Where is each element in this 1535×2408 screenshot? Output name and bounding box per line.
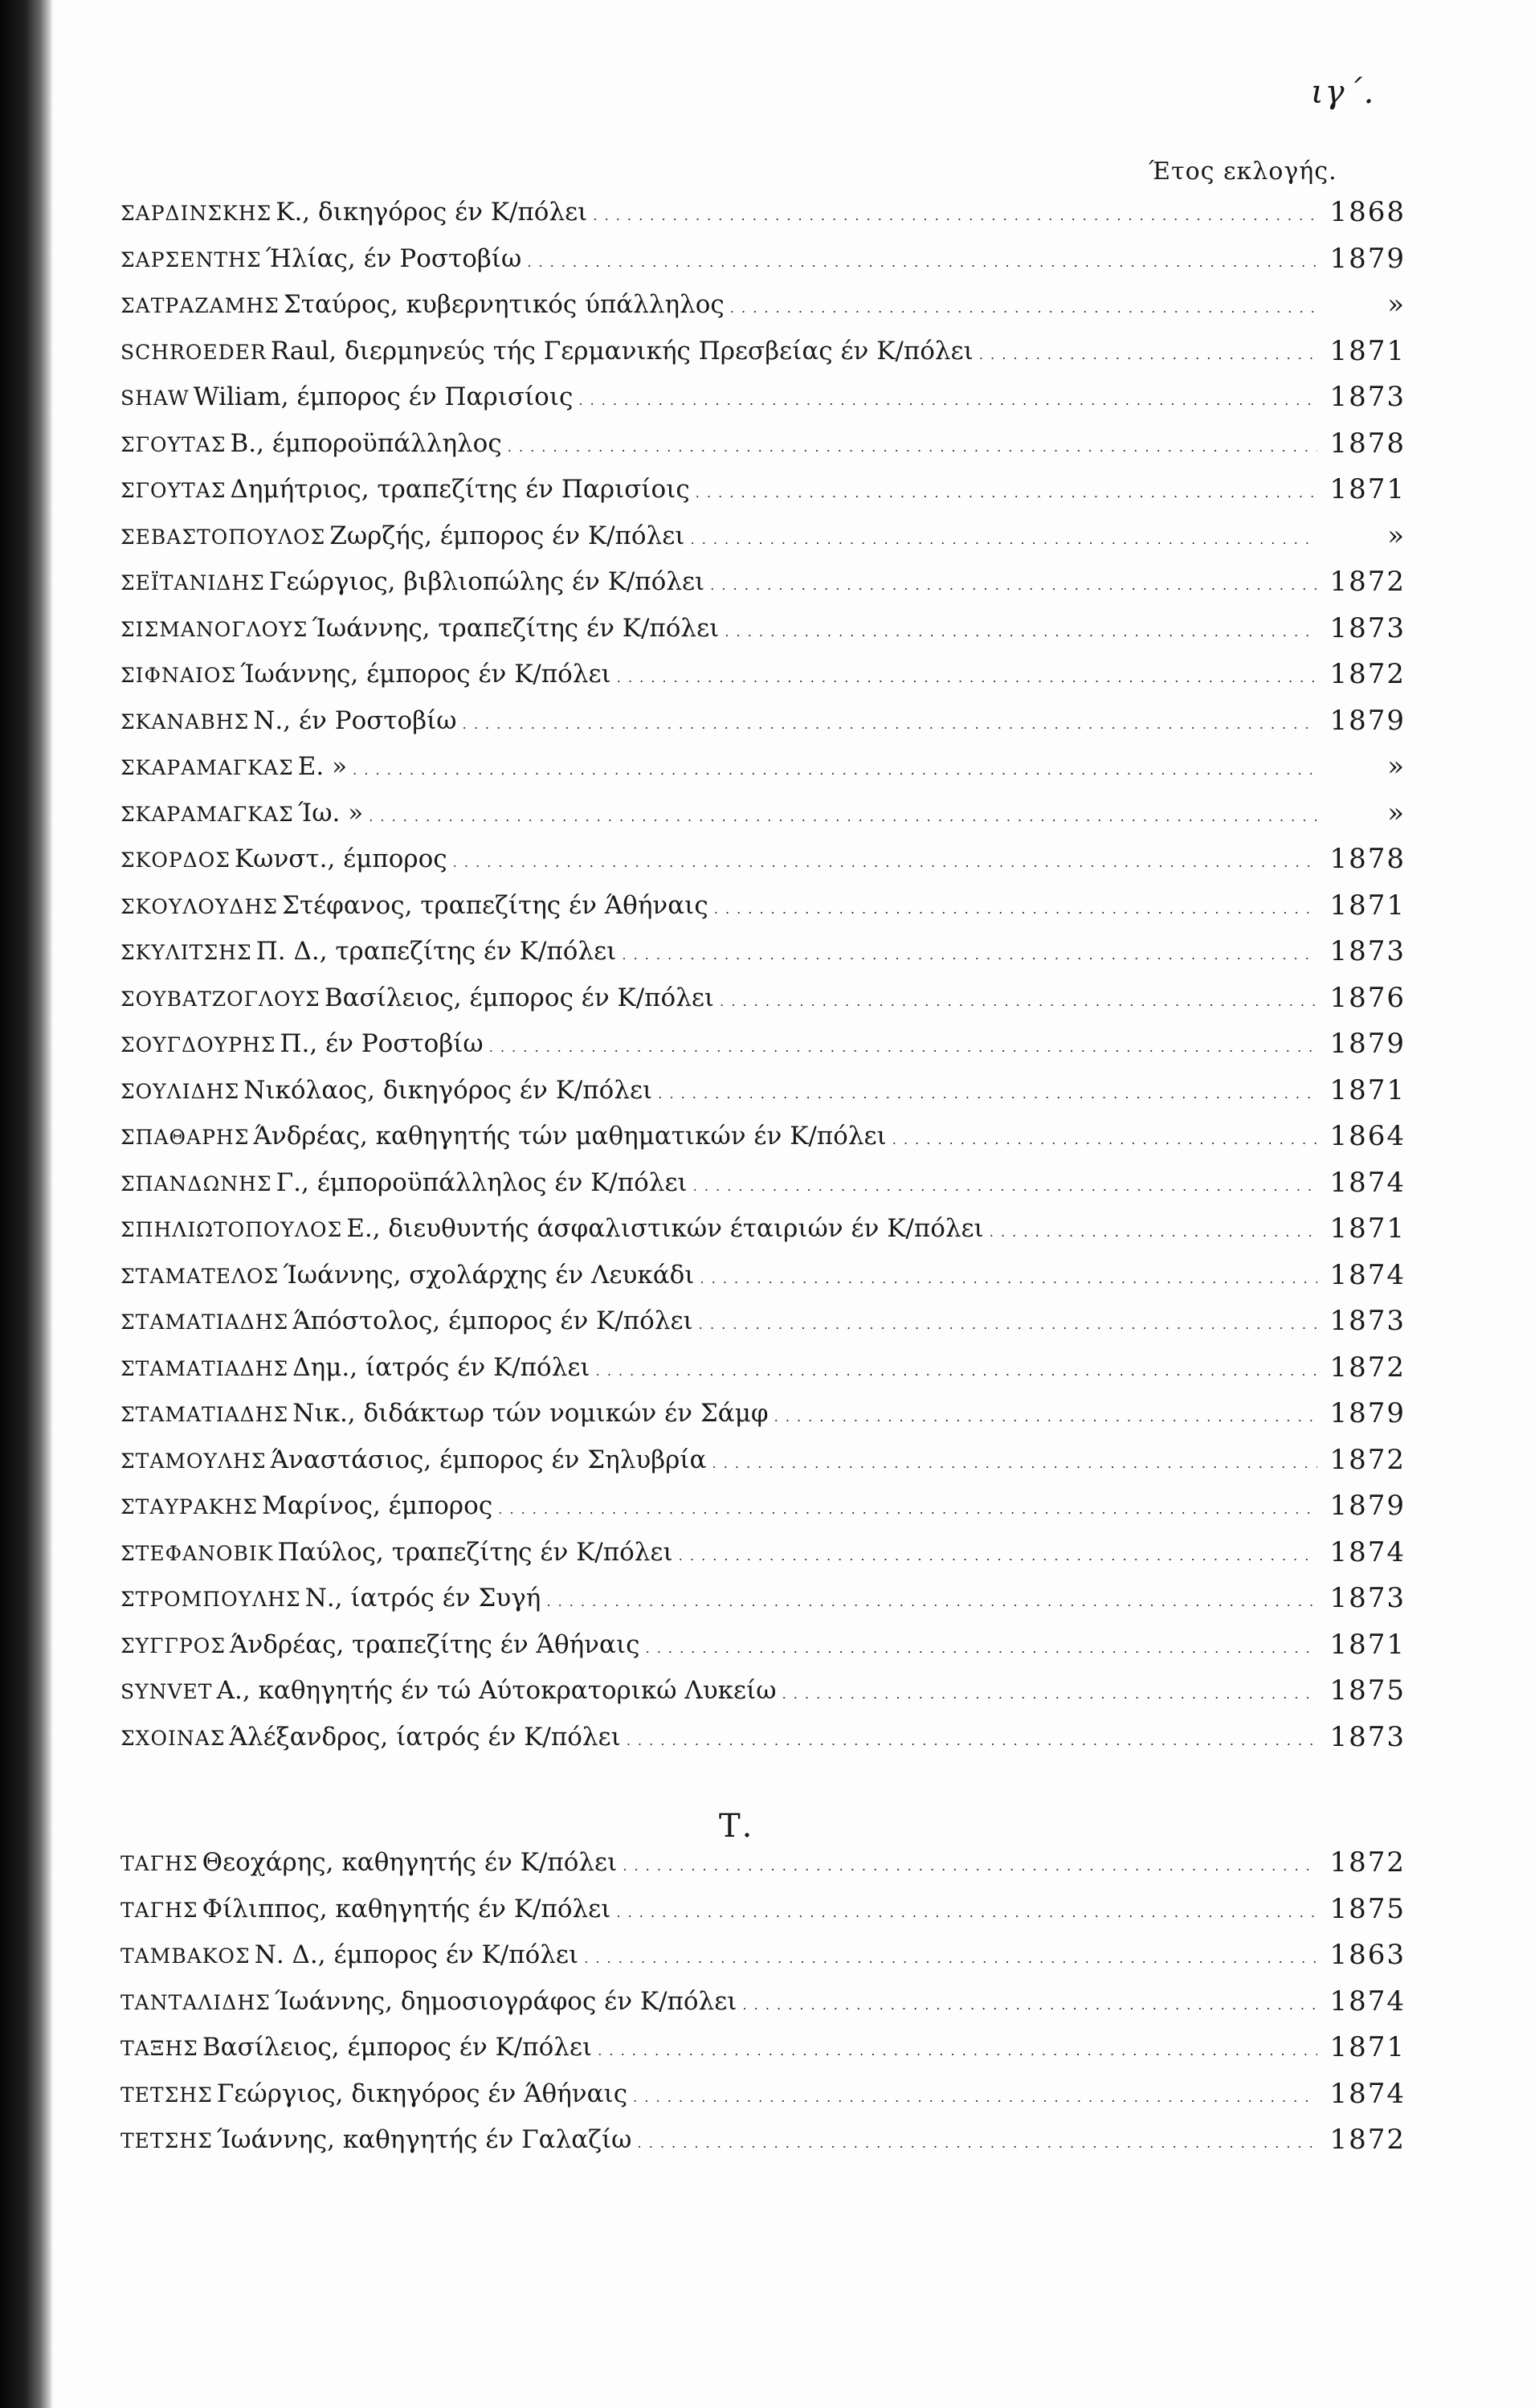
list-item	[120, 1887, 1406, 1933]
entry-year: 1871	[1329, 1628, 1406, 1661]
list-item	[120, 467, 1406, 513]
list-item	[120, 190, 1406, 236]
entry-text	[120, 421, 1317, 468]
entry-surname: ΣΚΑΡΑΜΑΓΚΑΣ	[120, 802, 294, 826]
entry-description: Ίωάννης, τραπεζίτης έν Κ/πόλει	[312, 613, 720, 643]
entry-year: 1871	[1329, 1073, 1406, 1106]
entry-year: 1872	[1329, 1846, 1406, 1879]
entry-text	[120, 1840, 1317, 1887]
entry-description: Wiliam, έμπορος έν Παρισίοις	[193, 382, 574, 411]
entry-description: Β., έμποροϋπάλληλος	[230, 428, 502, 458]
entry-description: Ίωάννης, σχολάρχης έν Λευκάδι	[283, 1260, 695, 1290]
section-heading-tau: Τ.	[719, 1808, 754, 1845]
entry-text	[120, 606, 1317, 652]
entry-text	[120, 329, 1317, 375]
list-item	[120, 1715, 1406, 1761]
entry-list-sigma	[120, 190, 1406, 1760]
entry-description: Βασίλειος, έμπορος έν Κ/πόλει	[202, 2033, 593, 2062]
entry-year: 1873	[1329, 381, 1406, 413]
entry-description: Κ., δικηγόρος έν Κ/πόλει	[276, 198, 588, 227]
entry-year: 1876	[1329, 981, 1406, 1014]
entry-description: Νικ., διδάκτωρ τών νομικών έν Σάμφ	[292, 1399, 769, 1428]
entry-year: 1874	[1329, 1258, 1406, 1291]
entry-text	[120, 2071, 1317, 2118]
entry-surname: ΤΑΓΗΣ	[120, 1898, 198, 1922]
entry-text	[120, 1437, 1317, 1484]
list-item	[120, 329, 1406, 375]
entry-surname: ΣΧΟΙΝΑΣ	[120, 1726, 226, 1750]
entry-text	[120, 652, 1317, 698]
entry-surname: ΣΤΑΜΑΤΙΑΔΗΣ	[120, 1310, 289, 1334]
entry-surname: ΤΕΤΣΗΣ	[120, 2129, 213, 2152]
entry-year: »	[1387, 796, 1406, 829]
entry-surname: ΣΤΑΥΡΑΚΗΣ	[120, 1495, 258, 1519]
entry-text	[120, 1715, 1317, 1761]
entry-year: 1874	[1329, 1535, 1406, 1568]
entry-description: Γεώργιος, δικηγόρος έν Άθήναις	[216, 2079, 628, 2108]
entry-surname: ΣΤΑΜΑΤΙΑΔΗΣ	[120, 1403, 289, 1426]
entry-surname: ΣΙΦΝΑΙΟΣ	[120, 664, 237, 687]
entry-year: 1874	[1329, 1166, 1406, 1199]
entry-year: 1873	[1329, 611, 1406, 644]
entry-year: 1863	[1329, 1939, 1406, 1971]
list-item	[120, 1979, 1406, 2026]
entry-text	[120, 2025, 1317, 2071]
list-item	[120, 1298, 1406, 1345]
entry-description: Π., έν Ροστοβίω	[280, 1029, 484, 1058]
list-item	[120, 1932, 1406, 1979]
list-item	[120, 2071, 1406, 2118]
entry-year: 1872	[1329, 658, 1406, 690]
entry-surname: ΣΥΓΓΡΟΣ	[120, 1633, 226, 1658]
entry-year: 1873	[1329, 1720, 1406, 1753]
entry-surname: ΣΟΥΒΑΤΖΟΓΛΟΥΣ	[120, 987, 320, 1011]
entry-year: 1873	[1329, 1305, 1406, 1337]
entry-text	[120, 374, 1317, 421]
entry-description: Άπόστολος, έμπορος έν Κ/πόλει	[292, 1306, 693, 1335]
entry-surname: ΤΕΤΣΗΣ	[120, 2083, 213, 2107]
entry-text	[120, 1021, 1317, 1068]
entry-text	[120, 190, 1317, 236]
entry-surname: ΤΑΜΒΑΚΟΣ	[120, 1944, 251, 1968]
list-item	[120, 1114, 1406, 1160]
list-item	[120, 698, 1406, 745]
entry-year: 1878	[1329, 427, 1406, 460]
entry-text	[120, 1530, 1317, 1576]
list-item	[120, 606, 1406, 652]
list-item	[120, 1668, 1406, 1715]
entry-surname: ΣΤΡΟΜΠΟΥΛΗΣ	[120, 1588, 301, 1611]
entry-surname: ΣΟΥΓΔΟΥΡΗΣ	[120, 1033, 276, 1057]
entry-description: Ίω. »	[297, 798, 364, 828]
list-item	[120, 836, 1406, 883]
entry-surname: ΣΕΒΑΣΤΟΠΟΥΛΟΣ	[120, 525, 326, 549]
entry-surname: ΣΚΑΡΑΜΑΓΚΑΣ	[120, 756, 294, 779]
entry-description: Κωνστ., έμπορος	[235, 844, 447, 873]
entry-description: Ν., έν Ροστοβίω	[253, 705, 457, 735]
list-item	[120, 1021, 1406, 1068]
entry-year: »	[1387, 288, 1406, 321]
entry-year: 1879	[1329, 1397, 1406, 1429]
entry-year: 1878	[1329, 843, 1406, 875]
entry-surname: ΣΑΤΡΑΖΑΜΗΣ	[120, 294, 280, 317]
entry-surname: SYNVET	[120, 1680, 213, 1703]
entry-surname: ΣΓΟΥΤΑΣ	[120, 479, 227, 502]
entry-text	[120, 282, 1317, 329]
entry-text	[120, 1668, 1317, 1715]
entry-text	[120, 1932, 1317, 1979]
entry-surname: ΣΟΥΛΙΔΗΣ	[120, 1079, 240, 1103]
entry-description: Α., καθηγητής έν τώ Αύτοκρατορικώ Λυκείω	[216, 1676, 777, 1705]
entry-description: Γ., έμποροϋπάλληλος έν Κ/πόλει	[276, 1167, 688, 1197]
entry-year: 1864	[1329, 1120, 1406, 1152]
entry-year: 1872	[1329, 1443, 1406, 1476]
list-item	[120, 1622, 1406, 1669]
entry-description: Μαρίνος, έμπορος	[262, 1491, 493, 1520]
entry-year: 1872	[1329, 566, 1406, 598]
entry-surname: ΣΠΗΛΙΩΤΟΠΟΥΛΟΣ	[120, 1218, 343, 1241]
list-item	[120, 744, 1406, 791]
entry-text	[120, 1887, 1317, 1933]
entry-surname: ΤΑΓΗΣ	[120, 1852, 198, 1875]
entry-text	[120, 929, 1317, 975]
entry-surname: ΣΤΑΜΑΤΕΛΟΣ	[120, 1264, 280, 1288]
list-item	[120, 1160, 1406, 1207]
list-item	[120, 1483, 1406, 1530]
entry-text	[120, 1391, 1317, 1437]
entry-year: 1868	[1329, 196, 1406, 228]
entry-text	[120, 1483, 1317, 1530]
entry-surname: ΣΚΑΝΑΒΗΣ	[120, 709, 250, 734]
entry-text	[120, 2117, 1317, 2164]
entry-surname: ΣΚΥΛΙΤΣΗΣ	[120, 941, 252, 964]
entry-year: 1871	[1329, 1212, 1406, 1245]
list-item	[120, 282, 1406, 329]
entry-year: 1871	[1329, 889, 1406, 922]
entry-description: Ε., διευθυντής άσφαλιστικών έταιριών έν Κ/πόλει	[346, 1214, 984, 1243]
list-item	[120, 791, 1406, 837]
entry-surname: ΣΑΡΣΕΝΤΗΣ	[120, 247, 262, 272]
entry-text	[120, 513, 1317, 560]
entry-text	[120, 698, 1317, 745]
entry-year: 1871	[1329, 2031, 1406, 2063]
entry-year: 1874	[1329, 2077, 1406, 2110]
entry-text	[120, 1622, 1317, 1669]
list-item	[120, 2117, 1406, 2164]
list-item	[120, 1345, 1406, 1392]
entry-year: 1875	[1329, 1892, 1406, 1925]
entry-text	[120, 1253, 1317, 1299]
list-item	[120, 975, 1406, 1022]
entry-year: »	[1387, 750, 1406, 783]
list-item	[120, 421, 1406, 468]
entry-year: 1872	[1329, 1351, 1406, 1384]
entry-surname: ΣΑΡΔΙΝΣΚΗΣ	[120, 202, 272, 225]
entry-year: 1873	[1329, 935, 1406, 967]
entry-description: Δημ., ίατρός έν Κ/πόλει	[292, 1352, 590, 1382]
entry-text	[120, 836, 1317, 883]
entry-surname: ΤΑΞΗΣ	[120, 2037, 198, 2060]
entry-text	[120, 1160, 1317, 1207]
entry-description: Βασίλειος, έμπορος έν Κ/πόλει	[324, 983, 715, 1012]
list-item	[120, 1391, 1406, 1437]
entry-surname: ΣΙΣΜΑΝΟΓΛΟΥΣ	[120, 617, 308, 641]
list-item	[120, 1530, 1406, 1576]
entry-text	[120, 467, 1317, 513]
entry-description: Raul, διερμηνεύς τής Γερμανικής Πρεσβείας έν Κ/πόλει	[270, 336, 974, 366]
list-item	[120, 1253, 1406, 1299]
entry-list-tau	[120, 1840, 1406, 2164]
entry-year: 1879	[1329, 704, 1406, 737]
entry-surname: ΣΚΟΥΛΟΥΔΗΣ	[120, 894, 278, 918]
entry-surname: ΣΠΑΘΑΡΗΣ	[120, 1126, 250, 1149]
entry-surname: ΣΤΑΜΟΥΛΗΣ	[120, 1449, 267, 1473]
entry-description: Στέφανος, τραπεζίτης έν Άθήναις	[282, 890, 708, 920]
entry-surname: ΤΑΝΤΑΛΙΔΗΣ	[120, 1990, 271, 2014]
entry-year: 1871	[1329, 473, 1406, 505]
entry-year: 1873	[1329, 1582, 1406, 1614]
entry-text	[120, 559, 1317, 606]
entry-year: »	[1387, 519, 1406, 552]
entry-text	[120, 1979, 1317, 2026]
entry-description: Γεώργιος, βιβλιοπώλης έν Κ/πόλει	[268, 567, 705, 596]
entry-description: Θεοχάρης, καθηγητής έν Κ/πόλει	[202, 1848, 618, 1877]
entry-description: Ν., ίατρός έν Συγή	[304, 1584, 541, 1613]
list-item	[120, 513, 1406, 560]
entry-description: Παύλος, τραπεζίτης έν Κ/πόλει	[277, 1537, 673, 1567]
list-item	[120, 374, 1406, 421]
list-item	[120, 1068, 1406, 1114]
year-column-header: Έτος εκλογής.	[1149, 157, 1337, 186]
entry-description: Σταύρος, κυβερνητικός ύπάλληλος	[283, 290, 725, 319]
entry-year: 1879	[1329, 1028, 1406, 1060]
entry-text	[120, 1345, 1317, 1392]
entry-description: Άνδρέας, τραπεζίτης έν Άθήναις	[229, 1629, 640, 1659]
list-item	[120, 236, 1406, 283]
list-item	[120, 883, 1406, 930]
page-number: ιγ΄.	[1311, 74, 1376, 111]
list-item	[120, 929, 1406, 975]
entry-description: Ε. »	[297, 752, 348, 781]
list-item	[120, 559, 1406, 606]
entry-surname: ΣΤΑΜΑΤΙΑΔΗΣ	[120, 1356, 289, 1380]
entry-description: Νικόλαος, δικηγόρος έν Κ/πόλει	[243, 1075, 653, 1105]
entry-text	[120, 791, 1317, 837]
entry-description: Ήλίας, έν Ροστοβίω	[265, 243, 522, 273]
entry-text	[120, 1114, 1317, 1160]
list-item	[120, 1206, 1406, 1253]
entry-surname: ΣΓΟΥΤΑΣ	[120, 432, 227, 456]
list-item	[120, 2025, 1406, 2071]
entry-year: 1872	[1329, 2124, 1406, 2156]
entry-description: Ν. Δ., έμπορος έν Κ/πόλει	[254, 1940, 579, 1969]
entry-surname: ΣΕΪΤΑΝΙΔΗΣ	[120, 571, 265, 595]
entry-year: 1871	[1329, 334, 1406, 367]
entry-description: Ίωάννης, έμπορος έν Κ/πόλει	[240, 660, 611, 689]
entry-text	[120, 975, 1317, 1022]
entry-text	[120, 1298, 1317, 1345]
entry-description: Δημήτριος, τραπεζίτης έν Παρισίοις	[230, 475, 690, 504]
list-item	[120, 652, 1406, 698]
entry-year: 1879	[1329, 242, 1406, 275]
entry-surname: SHAW	[120, 386, 190, 410]
entry-description: Φίλιππος, καθηγητής έν Κ/πόλει	[202, 1894, 611, 1924]
list-item	[120, 1437, 1406, 1484]
entry-description: Άνδρέας, καθηγητής τών μαθηματικών έν Κ/πόλει	[253, 1122, 887, 1151]
entry-surname: SCHROEDER	[120, 340, 267, 364]
entry-surname: ΣΠΑΝΔΩΝΗΣ	[120, 1171, 272, 1196]
entry-text	[120, 883, 1317, 930]
entry-description: Ίωάννης, δημοσιογράφος έν Κ/πόλει	[274, 1986, 737, 2016]
entry-year: 1874	[1329, 1985, 1406, 2018]
entry-text	[120, 1206, 1317, 1253]
list-item	[120, 1840, 1406, 1887]
entry-text	[120, 1576, 1317, 1622]
entry-year: 1879	[1329, 1490, 1406, 1522]
entry-text	[120, 744, 1317, 791]
entry-description: Ίωάννης, καθηγητής έν Γαλαζίω	[216, 2125, 632, 2154]
entry-surname: ΣΚΟΡΔΟΣ	[120, 848, 231, 872]
entry-description: Ζωρζής, έμπορος έν Κ/πόλει	[329, 521, 685, 550]
entry-surname: ΣΤΕΦΑΝΟΒΙΚ	[120, 1541, 274, 1565]
entry-description: Π. Δ., τραπεζίτης έν Κ/πόλει	[255, 937, 617, 966]
entry-description: Άναστάσιος, έμπορος έν Σηλυβρία	[270, 1445, 707, 1474]
entry-text	[120, 1068, 1317, 1114]
book-binding-edge	[0, 0, 53, 2408]
list-item	[120, 1576, 1406, 1622]
entry-text	[120, 236, 1317, 283]
entry-year: 1875	[1329, 1674, 1406, 1707]
entry-description: Άλέξανδρος, ίατρός έν Κ/πόλει	[229, 1722, 621, 1752]
